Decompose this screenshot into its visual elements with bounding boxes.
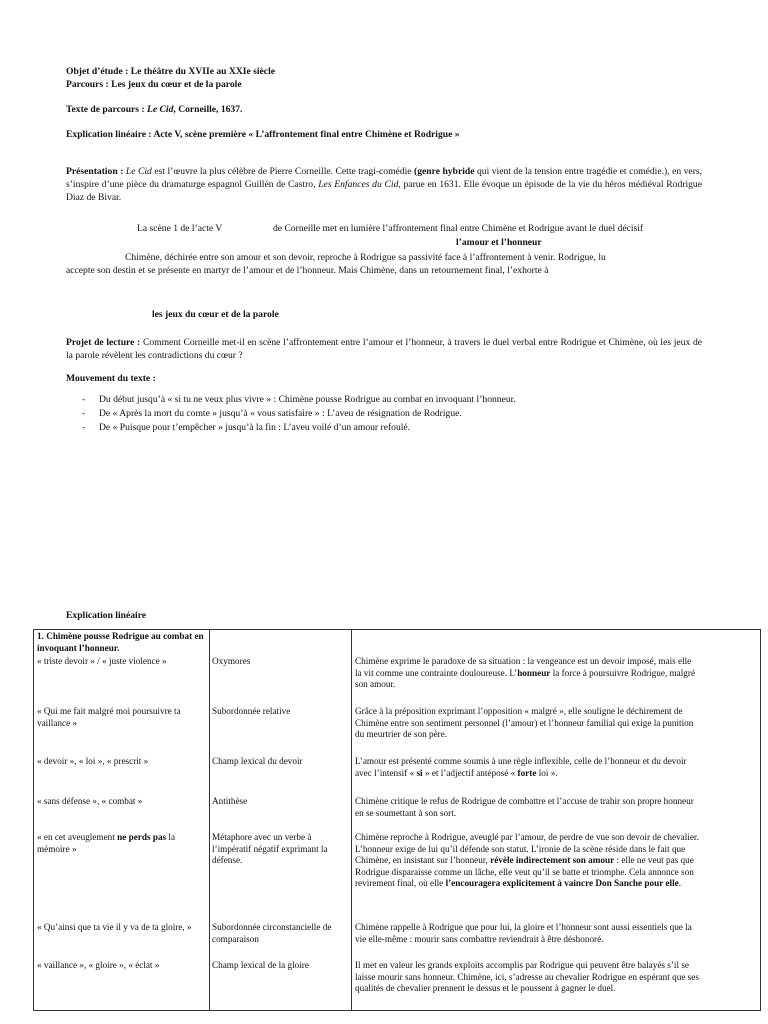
table-quote: « devoir », « loi », « prescrit »	[37, 756, 149, 766]
presentation-label: Présentation :	[66, 166, 126, 177]
analysis-text: » et l’adjectif antéposé «	[422, 767, 518, 778]
table-analysis	[355, 832, 699, 890]
projet-label: Projet de lecture :	[66, 337, 143, 348]
scene-line5: les jeux du cœur et de la parole	[152, 309, 279, 320]
table-quote: « triste devoir » / « juste violence »	[37, 656, 167, 666]
table-figure: Subordonnée relative	[212, 706, 291, 716]
table-figure: Métaphore avec un verbe à l’impératif négatif exprimant la défense.	[212, 832, 328, 866]
quote-text: la mémoire »	[37, 832, 176, 854]
table-analysis: Chimène critique le refus de Rodrigue de combattre et l’accuse de trahir son propre honneur en se soumettant à son sort.	[355, 796, 694, 818]
projet-lecture	[66, 336, 702, 362]
table-section-title: 1. Chimène pousse Rodrigue au combat en invoquant l’honneur.	[37, 631, 204, 653]
analysis-text: loi ».	[536, 767, 558, 778]
scene-line3: Chimène, déchirée entre son amour et son devoir, reproche à Rodrigue sa passivité face à l’affrontement à venir. Rodrigue, lu	[125, 252, 606, 263]
analysis-bold: honneur	[517, 667, 551, 678]
table-quote	[37, 832, 204, 855]
table-figure: Oxymores	[212, 656, 251, 666]
analysis-bold: l’encouragera explicitement à vaincre Don Sanche pour elle	[445, 878, 679, 889]
table-quote: « sans défense », « combat »	[37, 796, 143, 806]
objet-etude: Objet d’étude : Le théâtre du XVIIe au XXIe siècle	[66, 66, 275, 77]
presentation-genre: (genre hybride	[414, 166, 475, 177]
presentation-t1: est l’œuvre la plus célèbre de Pierre Corneille. Cette tragi-comédie	[151, 166, 415, 177]
scene-line4: accepte son destin et se présente en martyr de l’amour et de l’honneur. Mais Chimène, dans un retournement final, l’exhorte à	[66, 265, 549, 276]
analysis-bold: si	[416, 767, 423, 778]
table-analysis	[355, 756, 699, 779]
scene-line1a: La scène 1 de l’acte V	[137, 223, 223, 234]
explication-heading: Explication linéaire : Acte V, scène première « L’affrontement final entre Chimène et Rodrigue »	[66, 129, 460, 140]
analysis-bold: révèle indirectement son amour	[490, 855, 615, 866]
table-quote: « Qui me fait malgré moi poursuivre ta vaillance »	[37, 706, 181, 728]
table-analysis: Grâce à la préposition exprimant l’opposition « malgré », elle souligne le déchirement de Chimène entre son sentiment personnel (l’amour) et l’honneur familial qui exige la punition du meurtrier de son père.	[355, 706, 694, 740]
mouvement-title: Mouvement du texte :	[66, 373, 156, 384]
parcours: Parcours : Les jeux du cœur et de la parole	[66, 79, 242, 90]
analysis-text: .	[678, 878, 682, 889]
projet-text: Comment Corneille met-il en scène l’affrontement entre l’amour et l’honneur, à travers le duel verbal entre Rodrigue et Chimène, où les jeux de la parole révèlent les contradictions du cœur ?	[66, 337, 702, 361]
texte-rest: , Corneille, 1637.	[173, 104, 243, 115]
texte-parcours	[66, 104, 242, 116]
analysis-text: L’amour est présenté comme soumis à une règle inflexible, celle de l’honneur et du devoir avec l’intensif «	[355, 756, 687, 778]
explication-lineaire-title: Explication linéaire	[66, 610, 147, 621]
table-figure: Subordonnée circonstancielle de comparaison	[212, 922, 332, 944]
list-item: - Du début jusqu’à « si tu ne veux plus vivre » : Chimène pousse Rodrigue au combat en invoquant l’honneur.	[82, 394, 516, 405]
quote-bold: ne perds pas	[117, 832, 167, 842]
table-analysis: Il met en valeur les grands exploits accomplis par Rodrigue qui peuvent être balayés s’il se laisse mourir sans honneur. Chimène, ici, s’adresse au chevalier Rodrigue en espérant que ses qualités de chevalier prennent le dessus et le poussent à gagner le duel.	[355, 960, 699, 994]
analysis-text: Chimène reproche à Rodrigue, aveuglé par l’amour, de perdre de vue son devoir de chevalier. L’honneur exige de lui qu’il défende son statut. L’ironie de la scène réside dans le fait que Chimène, en insistant sur l’honneur,	[355, 832, 699, 866]
presentation-enfances: Les Enfances du Cid,	[318, 179, 401, 190]
scene-line2: l’amour et l’honneur	[456, 237, 542, 248]
analysis-text: : elle ne veut pas que Rodrigue disparaisse comme un lâche, elle veut qu’il se batte et triomphe. Cela annonce son revirement final, où elle	[355, 855, 694, 889]
quote-text: « en cet aveuglement	[37, 832, 118, 842]
presentation-t2: qui vient de la tension entre tragédie et comédie.), en vers, s’inspire d’une pièce du dramaturge espagnol Guillén de Castro,	[66, 166, 703, 190]
presentation-cid: Le Cid	[125, 166, 152, 177]
table-figure: Antithèse	[212, 796, 248, 806]
texte-label: Texte de parcours :	[66, 104, 148, 115]
analysis-bold: forte	[517, 767, 537, 778]
list-item: - De « Puisque pour t’empêcher » jusqu’à la fin : L’aveu voilé d’un amour refoulé.	[82, 422, 411, 433]
table-figure: Champ lexical du devoir	[212, 756, 303, 766]
list-item-text: De « Puisque pour t’empêcher » jusqu’à la fin : L’aveu voilé d’un amour refoulé.	[99, 422, 411, 433]
table-figure: Champ lexical de la gloire	[212, 960, 309, 970]
list-item-text: De « Après la mort du comte » jusqu’à « vous satisfaire » : L’aveu de résignation de Rodrigue.	[99, 408, 462, 419]
column-divider	[351, 630, 352, 1010]
table-analysis	[355, 656, 699, 691]
analysis-text: la force à poursuivre Rodrigue, malgré son amour.	[355, 667, 696, 690]
scene-line1b: de Corneille met en lumière l’affrontement final entre Chimène et Rodrigue avant le duel décisif	[273, 223, 644, 234]
table-quote: « vaillance », « gloire », « éclat »	[37, 960, 160, 970]
table-quote: « Qu’ainsi que ta vie il y va de ta gloire, »	[37, 922, 192, 932]
list-item: - De « Après la mort du comte » jusqu’à « vous satisfaire » : L’aveu de résignation de Rodrigue.	[82, 408, 462, 419]
table-analysis: Chimène rappelle à Rodrigue que pour lui, la gloire et l’honneur sont aussi essentiels que la vie elle-même : mourir sans combattre reviendrait à être déshonoré.	[355, 922, 692, 944]
presentation-t3: parue en 1631. Elle évoque un épisode de la vie du héros médiéval Rodrigue Diaz de Bivar.	[66, 179, 702, 203]
presentation-paragraph	[66, 165, 702, 204]
list-item-text: Du début jusqu’à « si tu ne veux plus vivre » : Chimène pousse Rodrigue au combat en invoquant l’honneur.	[99, 394, 516, 405]
texte-title: Le Cid	[147, 104, 174, 115]
column-divider	[209, 630, 210, 1010]
analysis-text: Chimène exprime le paradoxe de sa situation : la vengeance est un devoir imposé, mais elle la vit comme une contrainte douloureuse. L’	[355, 656, 692, 678]
